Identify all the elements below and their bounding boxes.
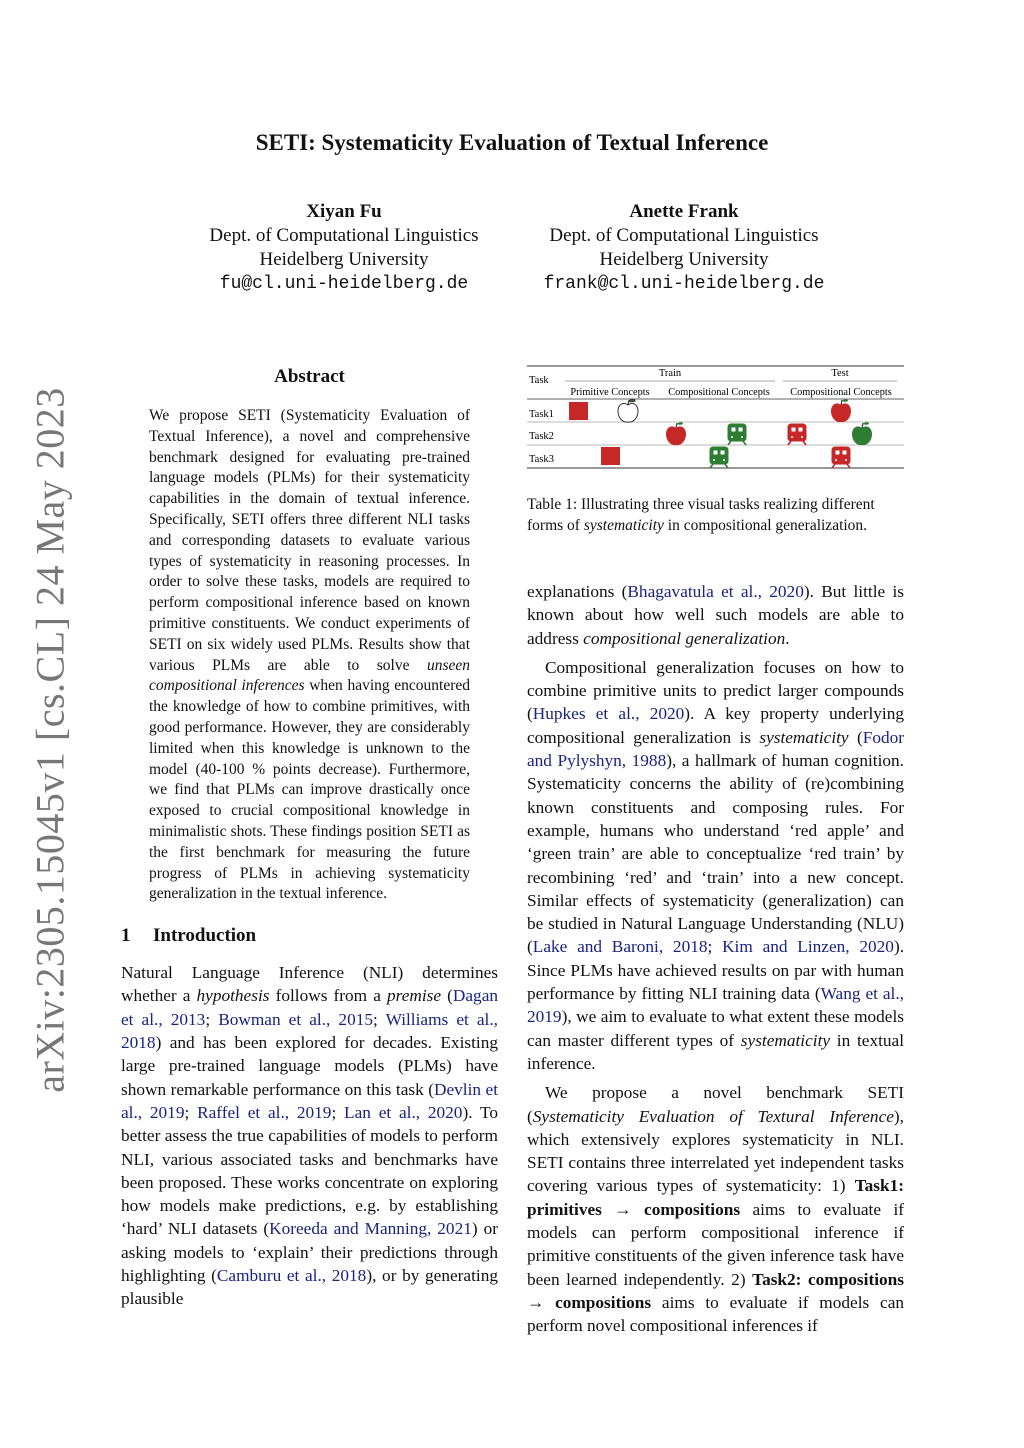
author-name: Anette Frank bbox=[629, 201, 739, 222]
citation-link[interactable]: Wang et al., 2019 bbox=[527, 984, 904, 1027]
citation-link[interactable]: Lan et al., 2020 bbox=[344, 1102, 463, 1122]
citation-link[interactable]: Fodor and Pylyshyn, 1988 bbox=[527, 727, 905, 771]
arxiv-identifier: arXiv:2305.15045v1 [cs.CL] 24 May 2023 bbox=[27, 387, 73, 1093]
body-paragraph: Compositional generalization focuses on how to combine primitive units to predict larger compounds (Hupkes et al., 2020). A key property underlying compositional generalization is systematicity (Fodor and Pylyshyn, 1988), a hallmark of human cognition. Systematicity concerns the ability of (re)combining known constituents and composing rules. For example, humans who understand ‘red apple’ and ‘green train’ are able to conceptualize ‘red train’ by recombining ‘red’ and ‘train’ into a new concept. Similar effects of systematicity (generalization) can be studied in Natural Language Understanding (NLU) (Lake and Baroni, 2018; Kim and Linzen, 2020). Since PLMs have achieved results on par with human performance by fitting NLI training data (Wang et al., 2019), we aim to evaluate to what extent these models can master different types of systematicity in textual inference. bbox=[527, 657, 905, 1073]
tasks-figure-table bbox=[527, 364, 904, 474]
red-apple-icon bbox=[831, 399, 851, 422]
citation-link[interactable]: Williams et al., 2018 bbox=[121, 1009, 498, 1053]
citation-link[interactable]: Bhagavatula et al., 2020 bbox=[627, 582, 804, 601]
author-univ: Heidelberg University bbox=[599, 249, 769, 270]
green-apple-icon bbox=[852, 422, 872, 445]
red-train-icon bbox=[788, 424, 806, 445]
red-apple-icon bbox=[666, 422, 686, 445]
citation-link[interactable]: Lake and Baroni, 2018 bbox=[532, 937, 708, 957]
citation-link[interactable]: Bowman et al., 2015 bbox=[218, 1009, 373, 1029]
author-email[interactable]: fu@cl.uni-heidelberg.de bbox=[219, 274, 469, 294]
citation-link[interactable]: Camburu et al., 2018 bbox=[216, 1265, 367, 1285]
author-email[interactable]: frank@cl.uni-heidelberg.de bbox=[543, 274, 825, 294]
body-paragraph: We propose a novel benchmark SETI (Systematicity Evaluation of Textural Inference), which extensively explores systematicity in NLI. SETI contains three interrelated yet independent tasks covering various types of systematicity: 1) Task1: primitives → compositions aims to evaluate if models can perform compositional inference if primitive constituents of the given inference task have been learned independently. 2) Task2: compositions → compositions aims to evaluate if models can perform novel compositional inferences if bbox=[527, 1083, 904, 1336]
section-heading-introduction: 1 Introduction bbox=[121, 925, 257, 947]
subheader-primitive: Primitive Concepts bbox=[570, 387, 650, 398]
author-dept: Dept. of Computational Linguistics bbox=[209, 225, 479, 246]
citation-link[interactable]: Hupkes et al., 2020 bbox=[532, 704, 685, 724]
row-label-task1: Task1 bbox=[529, 409, 554, 420]
author-dept: Dept. of Computational Linguistics bbox=[549, 225, 819, 246]
red-train-icon bbox=[832, 447, 850, 468]
header-train: Train bbox=[658, 368, 682, 379]
citation-link[interactable]: Dagan et al., 2013 bbox=[121, 986, 499, 1029]
header-test: Test bbox=[831, 368, 849, 379]
author-block-2 bbox=[524, 200, 844, 296]
red-square-icon bbox=[601, 447, 620, 465]
left-column bbox=[121, 360, 498, 1311]
body-paragraph: explanations (Bhagavatula et al., 2020). But little is known about how well such models are able to address compositional generalization. bbox=[527, 582, 904, 648]
right-column bbox=[527, 364, 904, 1338]
subheader-compositional-train: Compositional Concepts bbox=[668, 387, 770, 398]
figure-caption: Table 1: Illustrating three visual tasks realizing different forms of systematicity in compositional generalization. bbox=[527, 496, 875, 534]
citation-link[interactable]: Koreeda and Manning, 2021 bbox=[269, 1219, 472, 1239]
paper-title: SETI: Systematicity Evaluation of Textual Inference bbox=[255, 130, 769, 155]
citation-link[interactable]: Devlin et al., 2019 bbox=[121, 1079, 499, 1122]
green-train-icon bbox=[710, 447, 728, 468]
citation-link[interactable]: Raffel et al., 2019 bbox=[197, 1102, 332, 1122]
citation-link[interactable]: Kim and Linzen, 2020 bbox=[722, 937, 894, 957]
abstract-heading: Abstract bbox=[274, 366, 345, 387]
subheader-compositional-test: Compositional Concepts bbox=[790, 387, 892, 398]
row-label-task2: Task2 bbox=[529, 431, 554, 442]
header-task: Task bbox=[529, 375, 549, 386]
intro-paragraph: Natural Language Inference (NLI) determines whether a hypothesis follows from a premise (Dagan et al., 2013; Bowman et al., 2015; Williams et al., 2018) and has been explored for decades. Existing large pre-trained language models (PLMs) have shown remarkable performance on this task (Devlin et al., 2019; Raffel et al., 2019; Lan et al., 2020). To better assess the true capabilities of models to perform NLI, various associated tasks and benchmarks have been proposed. These works concentrate on exploring how models make predictions, e.g. by establishing ‘hard’ NLI datasets (Koreeda and Manning, 2021) or asking models to ‘explain’ their predictions through highlighting (Camburu et al., 2018), or by generating plausible bbox=[121, 963, 499, 1309]
abstract-text: We propose SETI (Systematicity Evaluation of Textual Inference), a novel and comprehensive benchmark designed for evaluating pre-trained language models (PLMs) for their systematicity capabilities in the domain of textual inference. Specifically, SETI offers three different NLI tasks and corresponding datasets to evaluate various types of systematicity in reasoning processes. In order to solve these tasks, models are required to perform compositional inference based on known primitive constituents. We conduct experiments of SETI on six widely used PLMs. Results show that various PLMs are able to solve unseen compositional inferences when having encountered the knowledge of how to combine primitives, with good performance. However, they are considerably limited when this knowledge is unknown to the model (40-100 % points decrease). Furthermore, we find that PLMs can improve drastically once exposed to crucial compositional knowledge in minimalistic shots. These findings position SETI as the first benchmark for measuring the future progress of PLMs in achieving systematicity generalization in the textual inference. bbox=[149, 407, 470, 903]
author-name: Xiyan Fu bbox=[306, 201, 382, 222]
author-block-1 bbox=[184, 200, 504, 296]
green-train-icon bbox=[728, 424, 746, 445]
red-square-icon bbox=[569, 402, 588, 420]
outline-apple-icon bbox=[618, 399, 638, 422]
row-label-task3: Task3 bbox=[529, 454, 554, 465]
author-univ: Heidelberg University bbox=[259, 249, 429, 270]
arxiv-sidebar bbox=[20, 387, 80, 1093]
